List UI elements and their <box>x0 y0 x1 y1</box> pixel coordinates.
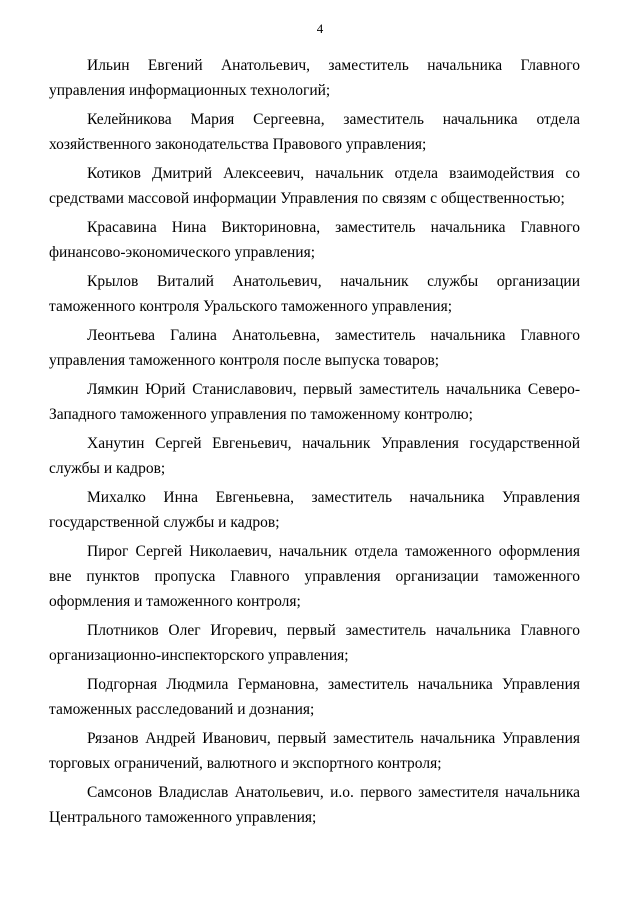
list-item: Леонтьева Галина Анатольевна, заместитель начальника Главного управления таможенного контроля после выпуска товаров; <box>49 327 580 369</box>
list-item: Плотников Олег Игоревич, первый заместитель начальника Главного организационно-инспекторского управления; <box>49 622 580 664</box>
list-item: Крылов Виталий Анатольевич, начальник службы организации таможенного контроля Уральского таможенного управления; <box>49 273 580 315</box>
list-item: Рязанов Андрей Иванович, первый заместитель начальника Управления торговых ограничений, валютного и экспортного контроля; <box>49 730 580 772</box>
list-item: Келейникова Мария Сергеевна, заместитель начальника отдела хозяйственного законодательства Правового управления; <box>49 111 580 153</box>
list-item: Подгорная Людмила Германовна, заместитель начальника Управления таможенных расследований и дознания; <box>49 676 580 718</box>
list-item: Самсонов Владислав Анатольевич, и.о. первого заместителя начальника Центрального таможенного управления; <box>49 784 580 826</box>
list-item: Ильин Евгений Анатольевич, заместитель начальника Главного управления информационных технологий; <box>49 57 580 99</box>
page-number: 4 <box>316 21 324 36</box>
list-item: Ханутин Сергей Евгеньевич, начальник Управления государственной службы и кадров; <box>49 435 580 477</box>
list-item: Пирог Сергей Николаевич, начальник отдела таможенного оформления вне пунктов пропуска Главного управления организации таможенного оформления и таможенного контроля; <box>49 543 580 610</box>
list-item: Михалко Инна Евгеньевна, заместитель начальника Управления государственной службы и кадров; <box>49 489 580 531</box>
list-item: Лямкин Юрий Станиславович, первый заместитель начальника Северо-Западного таможенного управления по таможенному контролю; <box>49 381 580 423</box>
list-item: Красавина Нина Викториновна, заместитель начальника Главного финансово-экономического управления; <box>49 219 580 261</box>
list-item: Котиков Дмитрий Алексеевич, начальник отдела взаимодействия со средствами массовой информации Управления по связям с общественностью; <box>49 165 580 207</box>
personnel-list <box>49 53 580 834</box>
